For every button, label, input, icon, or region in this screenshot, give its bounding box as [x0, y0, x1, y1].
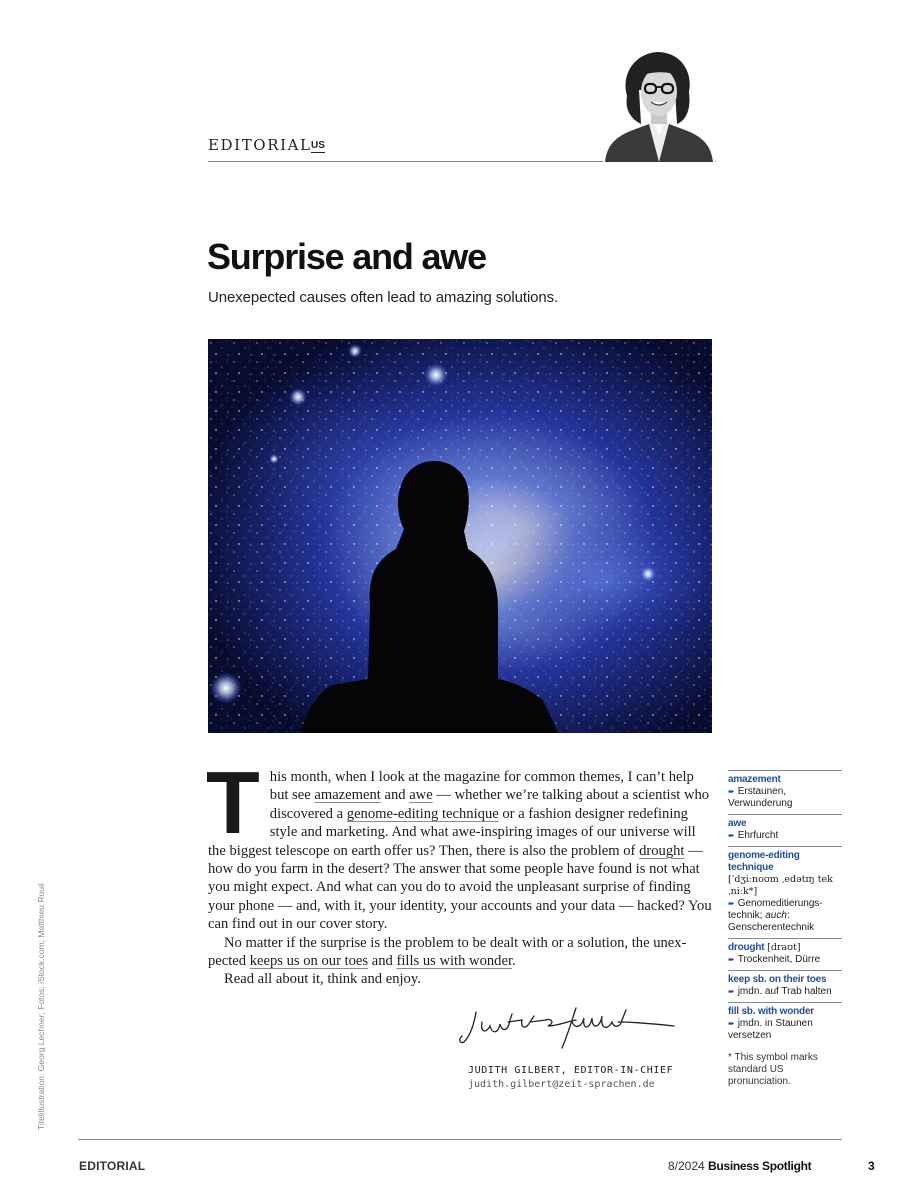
- glossary-translation: Erstaunen, Verwunderung: [728, 786, 793, 809]
- section-label: EDITORIAL: [208, 136, 312, 154]
- signature-name-title: JUDITH GILBERT, EDITOR-IN-CHIEF: [468, 1065, 674, 1076]
- glossary-translation: jmdn. in Staunen versetzen: [728, 1018, 813, 1041]
- glossary-translation-em: auch: [765, 910, 787, 921]
- footer-divider: [78, 1139, 842, 1140]
- glossary-term: genome-editing technique: [728, 850, 800, 873]
- body-text-segment: .: [512, 953, 516, 970]
- footer-magazine-name: Business Spotlight: [708, 1159, 812, 1173]
- article-body: [206, 753, 713, 989]
- body-text-segment: No matter if the surprise is the problem to be dealt with or a solution, the unex-pected: [208, 934, 687, 970]
- glossary-term: drought: [728, 942, 765, 953]
- pronunciation-note: * This symbol marks standard US pronunciation.: [728, 1052, 818, 1087]
- arrow-icon: ➨: [728, 987, 735, 996]
- glossary-translation: Genomeditierungs-technik;: [728, 898, 823, 921]
- footer-section: EDITORIAL: [79, 1159, 146, 1173]
- portrait-image: [603, 46, 715, 162]
- glossary-entry-keep-on-toes: [728, 970, 842, 1002]
- body-text-segment: or a fashion designer redefining style and marketing. And what awe-inspiring images of our universe will the biggest telescope on earth offer us? Then, there is also the problem of: [208, 805, 696, 859]
- footer-issue: 8/2024: [668, 1159, 705, 1173]
- glossary-entry-fill-with-wonder: [728, 1002, 842, 1046]
- glossary-term: keep sb. on their toes: [728, 974, 827, 985]
- paragraph-2: [208, 934, 713, 971]
- body-text-segment: and: [368, 953, 397, 970]
- paragraph-1: [206, 753, 713, 934]
- glossary-translation: : Genscherentechnik: [728, 910, 815, 933]
- body-text-segment: and: [380, 787, 410, 804]
- drop-cap: T: [206, 753, 260, 852]
- body-text-segment: — whether we’re talking about a scientist who discovered a: [269, 787, 710, 822]
- signature-email-link[interactable]: judith.gilbert@zeit-sprachen.de: [468, 1079, 655, 1090]
- edition-badge: US: [311, 140, 325, 151]
- arrow-icon: ➨: [728, 787, 735, 796]
- arrow-icon: ➨: [728, 955, 735, 964]
- glossary-translation: jmdn. auf Trab halten: [737, 986, 832, 997]
- vocabulary-glossary: [728, 770, 842, 1088]
- vocab-link-genome-editing[interactable]: genome-editing technique: [346, 805, 499, 822]
- glossary-translation: Trockenheit, Dürre: [737, 954, 821, 965]
- footer-publication: [668, 1159, 811, 1173]
- glossary-phonetic: [ˈdʒiːnoʊm ˌedətɪŋ tekˌniːk*]: [728, 874, 833, 897]
- vocab-link-amazement[interactable]: amazement: [314, 787, 381, 804]
- glossary-term: fill sb. with wonder: [728, 1006, 815, 1017]
- glossary-entry-amazement: [728, 770, 842, 814]
- article-subtitle: Unexepected causes often lead to amazing solutions.: [208, 289, 559, 306]
- arrow-icon: ➨: [728, 1019, 735, 1028]
- handwritten-signature-icon: [456, 1004, 678, 1054]
- glossary-entry-genome-editing: [728, 846, 842, 938]
- editor-portrait: [603, 46, 715, 162]
- arrow-icon: ➨: [728, 899, 735, 908]
- glossary-translation: Ehrfurcht: [737, 830, 779, 841]
- signature: [456, 1004, 678, 1054]
- vocab-link-drought[interactable]: drought: [639, 842, 685, 859]
- glossary-term: awe: [728, 818, 747, 829]
- vocab-link-fills-us-with-wonder[interactable]: fills us with wonder: [396, 953, 512, 970]
- body-text-segment: — how do you farm in the desert? The answer that some people have found is not what you might expect. And what can you do to avoid the unpleasant surprise of finding your phone — and, with it, your identity, your accounts and your data — hacked? You can find out in our cover story.: [208, 842, 712, 933]
- glossary-phonetic: [draʊt]: [767, 942, 801, 953]
- body-text-segment: his month, when I look at the magazine for common themes, I can’t help but see: [269, 769, 694, 804]
- page-number: 3: [868, 1159, 875, 1173]
- article-title: Surprise and awe: [207, 236, 486, 277]
- galaxy-illustration: [208, 339, 712, 733]
- vocab-link-awe[interactable]: awe: [409, 787, 433, 804]
- arrow-icon: ➨: [728, 831, 735, 840]
- vocab-link-keeps-us-on-our-toes[interactable]: keeps us on our toes: [249, 953, 369, 970]
- paragraph-3: Read all about it, think and enjoy.: [224, 971, 421, 988]
- glossary-entry-awe: [728, 814, 842, 846]
- photo-credit: Titelillustration: Georg Lechner; Fotos: iStock.com; Matthieu Rouil: [36, 883, 46, 1130]
- hero-image: [208, 339, 712, 733]
- glossary-entry-drought: [728, 938, 842, 970]
- glossary-term: amazement: [728, 774, 781, 785]
